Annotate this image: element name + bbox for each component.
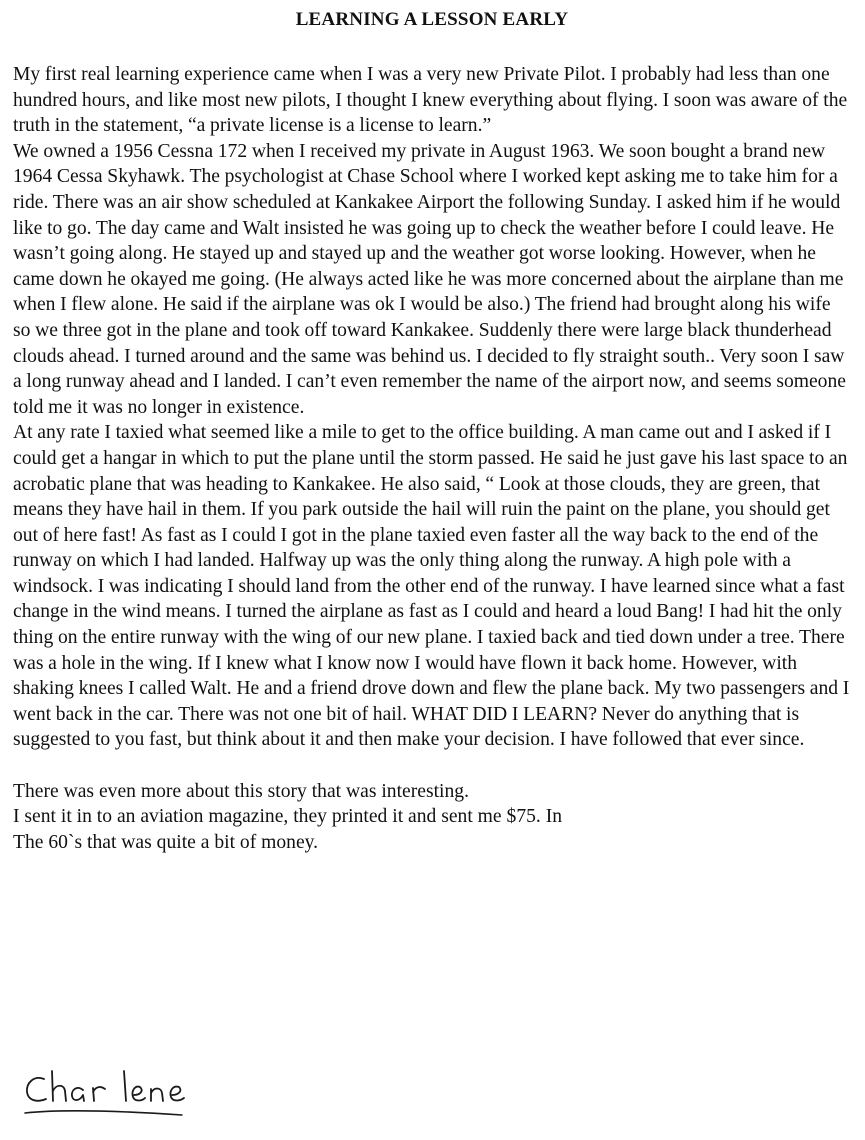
paragraph-gap <box>13 753 851 779</box>
story-body <box>13 62 851 753</box>
paragraph-3: At any rate I taxied what seemed like a mile to get to the office building. A man came out and I asked if I could get a hangar in which to put the plane until the storm passed. He said he just gave his last space to an acrobatic plane that was heading to Kankakee. He also said, “ Look at those clouds, they are green, that means they have hail in them. If you park outside the hail will ruin the paint on the plane, you should get out of here fast! As fast as I could I got in the plane taxied even faster all the way back to the end of the runway on which I had landed. Halfway up was the only thing along the runway. A high pole with a windsock. I was indicating I should land from the other end of the runway. I have learned since what a fast change in the wind means. I turned the airplane as fast as I could and heard a loud Bang! I had hit the only thing on the entire runway with the wing of our new plane. I taxied back and tied down under a tree. There was a hole in the wing. If I knew what I know now I would have flown it back home. However, with shaking knees I called Walt. He and a friend drove down and flew the plane back. My two passengers and I went back in the car. There was not one bit of hail. WHAT DID I LEARN? Never do anything that is suggested to you fast, but think about it and then make your decision. I have followed that ever since. <box>13 422 850 751</box>
document-title: LEARNING A LESSON EARLY <box>295 9 569 30</box>
closing-line-1: There was even more about this story that was interesting. <box>13 780 469 802</box>
paragraph-1: My first real learning experience came when I was a very new Private Pilot. I probably had less than one hundred hours, and like most new pilots, I thought I knew everything about flying. I soon was aware of the truth in the statement, “a private license is a license to learn.” <box>13 64 848 137</box>
closing-line-2: I sent it in to an aviation magazine, they printed it and sent me $75. In <box>13 806 563 828</box>
closing-line-3: The 60`s that was quite a bit of money. <box>13 831 319 853</box>
closing-note <box>13 779 851 856</box>
handwritten-signature <box>22 1065 242 1125</box>
paragraph-2: We owned a 1956 Cessna 172 when I received my private in August 1963. We soon bought a brand new 1964 Cessa Skyhawk. The psychologist at Chase School where I worked kept asking me to take him for a ride. There was an air show scheduled at Kankakee Airport the following Sunday. I asked him if he would like to go. The day came and Walt insisted he was going up to check the weather before I could leave. He wasn’t going along. He stayed up and stayed up and the weather got worse looking. However, when he came down he okayed me going. (He always acted like he was more concerned about the airplane than me when I flew alone. He said if the airplane was ok I would be also.) The friend had brought along his wife so we three got in the plane and took off toward Kankakee. Suddenly there were large black thunderhead clouds ahead. I turned around and the same was behind us. I decided to fly straight south.. Very soon I saw a long runway ahead and I landed. I can’t even remember the name of the airport now, and seems someone told me it was no longer in existence. <box>13 140 846 418</box>
